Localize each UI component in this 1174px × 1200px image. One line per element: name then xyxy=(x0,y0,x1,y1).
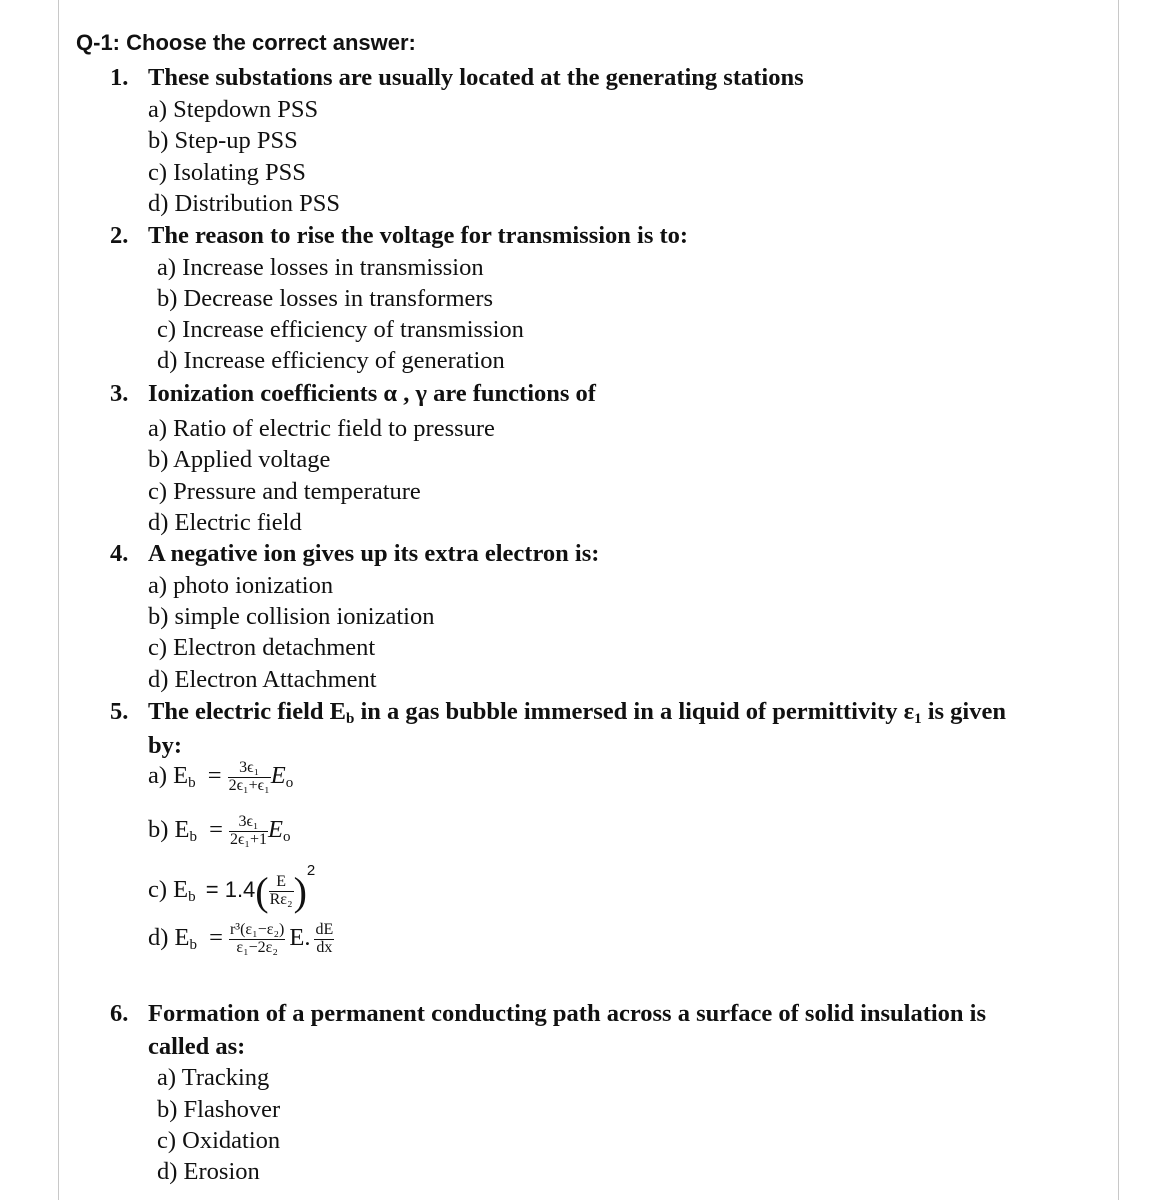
section-header: Q-1: Choose the correct answer: xyxy=(76,30,416,55)
question-6-option-d: d) Erosion xyxy=(157,1158,260,1185)
question-6-text-line2: called as: xyxy=(148,1033,246,1060)
question-2-option-a: a) Increase losses in transmission xyxy=(157,254,484,281)
question-3-option-c: c) Pressure and temperature xyxy=(148,478,421,505)
question-4-option-b: b) simple collision ionization xyxy=(148,603,435,630)
question-3-option-a: a) Ratio of electric field to pressure xyxy=(148,415,495,442)
question-4: 4. A negative ion gives up its extra electron is: xyxy=(110,540,600,567)
question-1-option-b: b) Step-up PSS xyxy=(148,127,298,154)
question-6: 6. Formation of a permanent conducting path across a surface of solid insulation is xyxy=(110,1000,987,1027)
question-3-option-d: d) Electric field xyxy=(148,509,302,536)
question-2: 2. The reason to rise the voltage for transmission is to: xyxy=(110,222,689,249)
question-2-option-b: b) Decrease losses in transformers xyxy=(157,285,494,312)
question-2-option-d: d) Increase efficiency of generation xyxy=(157,347,505,374)
question-1-option-d: d) Distribution PSS xyxy=(148,190,340,217)
question-1: 1. These substations are usually located at the generating stations xyxy=(110,64,804,91)
question-1-text: These substations are usually located at the generating stations xyxy=(148,64,804,91)
question-3-option-b: b) Applied voltage xyxy=(148,446,331,473)
fraction-d: $\frac{\text{r³(ε₁−ε₂)}}{\text{ε₁−2ε₂}}$ xyxy=(229,921,285,956)
question-3-text: Ionization coefficients α , γ are functions of xyxy=(148,380,596,407)
page-border-right xyxy=(1118,0,1119,1200)
question-6-option-a: a) Tracking xyxy=(157,1064,270,1091)
question-6-option-b: b) Flashover xyxy=(157,1096,281,1123)
fraction-d-derivative: $\frac{dE}{dx}$ xyxy=(315,921,334,956)
question-4-text: A negative ion gives up its extra electron is: xyxy=(148,540,600,567)
question-4-option-a: a) photo ionization xyxy=(148,572,334,599)
question-5: 5. The electric field $E_b$ in a gas bubble immersed in a liquid of permittivity $\varepsilon_1$ is given xyxy=(110,698,1006,727)
question-1-option-c: c) Isolating PSS xyxy=(148,159,306,186)
fraction-a: $\frac{\text{3ϵ₁}}{\text{2ϵ₁+ϵ₁}}$ xyxy=(228,759,270,794)
question-2-text: The reason to rise the voltage for transmission is to: xyxy=(148,222,689,249)
question-5-text-line2: by: xyxy=(148,732,183,759)
question-5-option-d: d) $E_b$ = $\frac{\text{r³(ε₁−ε₂)}}{\text{ε₁−2ε₂}}$ E. $\frac{dE}{dx}$ xyxy=(148,921,334,956)
question-6-option-c: c) Oxidation xyxy=(157,1127,281,1154)
page-border-left xyxy=(58,0,59,1200)
question-1-option-a: a) Stepdown PSS xyxy=(148,96,319,123)
question-4-option-d: d) Electron Attachment xyxy=(148,666,377,693)
question-4-option-c: c) Electron detachment xyxy=(148,634,376,661)
question-5-option-b: b) $E_b$ = $\frac{\text{3ϵ₁}}{\text{2ϵ₁+1}}$ $E_o$ xyxy=(148,813,291,848)
question-5-option-a: a) $E_b$ = $\frac{\text{3ϵ₁}}{\text{2ϵ₁+ϵ₁}}$ $E_o$ xyxy=(148,759,294,794)
question-2-option-c: c) Increase efficiency of transmission xyxy=(157,316,524,343)
fraction-b: $\frac{\text{3ϵ₁}}{\text{2ϵ₁+1}}$ xyxy=(229,813,268,848)
fraction-c: $\frac{E}{\text{Rε₂}}$ xyxy=(269,873,293,908)
question-3: 3. Ionization coefficients α , γ are functions of xyxy=(110,380,596,407)
question-6-text: Formation of a permanent conducting path across a surface of solid insulation is xyxy=(148,1000,987,1027)
question-5-option-c: c) $E_b = 1.4$( $\frac{E}{\text{Rε₂}}$ )$^2$ xyxy=(148,862,316,914)
